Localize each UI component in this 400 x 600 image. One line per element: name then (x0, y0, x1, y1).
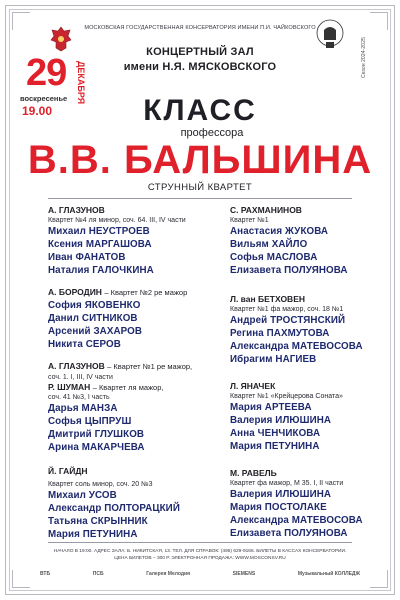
performer-name: Ксения МАРГАШОВА (48, 238, 152, 250)
performer-name: Андрей ТРОСТЯНСКИЙ (230, 314, 346, 326)
performer-name: Арсений ЗАХАРОВ (48, 325, 143, 337)
work-title: Квартет фа мажор, М 35. I, II части (230, 479, 344, 487)
sponsor-logo: Музыкальный КОЛЛЕДЖ (297, 571, 360, 577)
performer-name: Мария АРТЕЕВА (230, 401, 312, 413)
professor-name: В.В. БАЛЬШИНА (27, 138, 373, 182)
performer-name: Дарья МАНЗА (48, 403, 118, 414)
program-item (48, 466, 180, 541)
concert-time: 19.00 (22, 104, 53, 118)
performer-name: Данил СИТНИКОВ (48, 312, 138, 324)
performer-name: Никита СЕРОВ (48, 338, 121, 350)
performer-name: Наталия ГАЛОЧКИНА (48, 264, 154, 276)
work-title: – Квартет №1 ре мажор, (107, 362, 193, 371)
hall-title: КОНЦЕРТНЫЙ ЗАЛ (146, 46, 254, 58)
program-item (230, 205, 348, 277)
performer-name: Софья ЦЫПРУШ (48, 416, 132, 427)
performer-name: София ЯКОВЕНКО (48, 299, 141, 311)
sponsor-logos (40, 567, 360, 581)
performer-name: Мария ПЕТУНИНА (48, 528, 138, 540)
season-label: Сезон 2024-2025 (361, 37, 367, 79)
performer-name: Александр ПОЛТОРАЦКИЙ (48, 502, 180, 514)
composer-name: С. РАХМАНИНОВ (230, 205, 302, 215)
work-title: соч. 41 №3, I часть (48, 394, 110, 401)
program-item (230, 381, 343, 453)
composer-name: А. БОРОДИН (48, 287, 102, 297)
performer-name: Александра МАТЕВОСОВА (230, 340, 363, 352)
composer-name: Л. ван БЕТХОВЕН (230, 294, 306, 304)
composer-name: А. ГЛАЗУНОВ (48, 361, 105, 371)
ensemble-type: СТРУННЫЙ КВАРТЕТ (147, 182, 253, 193)
sponsor-logo: ВТБ (40, 571, 51, 577)
work-title: соч. 1. I, III, IV части (48, 373, 113, 381)
performer-name: Валерия ИЛЮШИНА (230, 414, 332, 426)
composer-name: А. ГЛАЗУНОВ (48, 205, 105, 215)
performer-name: Валерия ИЛЮШИНА (230, 488, 332, 500)
program-item (230, 468, 363, 540)
performer-name: Александра МАТЕВОСОВА (230, 514, 363, 526)
performer-name: Арина МАКАРЧЕВА (48, 442, 145, 453)
program-item (48, 361, 192, 454)
work-title: Квартет №1 (230, 216, 269, 224)
corner-ornament (12, 570, 30, 588)
work-title: Квартет №1 «Крейцерова Соната» (230, 392, 343, 400)
hall-subtitle: имени Н.Я. МЯСКОВСКОГО (123, 61, 277, 73)
footer-tickets: ЦЕНА БИЛЕТОВ – 300 Р. ЭЛЕКТРОННАЯ ПРОДАЖА: WWW.MOSCONSV.RU (114, 556, 286, 561)
performer-name: Софья МАСЛОВА (230, 251, 318, 263)
performer-name: Анна ЧЕНЧИКОВА (230, 427, 321, 439)
work-title: – Квартет №2 ре мажор (104, 288, 188, 297)
class-heading: КЛАСС (143, 94, 257, 127)
performer-name: Елизавета ПОЛУЯНОВА (230, 527, 348, 539)
composer-name: Й. ГАЙДН (48, 466, 88, 476)
performer-name: Михаил УСОВ (48, 489, 117, 501)
work-title: Квартет №4 ля минор, соч. 64. III, IV части (48, 216, 186, 224)
performer-name: Татьяна СКРЫННИК (48, 515, 148, 527)
performer-name: Анастасия ЖУКОВА (230, 225, 329, 237)
work-title: Квартет №1 фа мажор, соч. 18 №1 (230, 305, 344, 313)
concert-day: 29 (26, 52, 67, 94)
work-title: Квартет соль минор, соч. 20 №3 (48, 480, 153, 488)
sponsor-logo: ПСБ (92, 571, 104, 577)
program-item (230, 294, 363, 366)
performer-name: Ибрагим НАГИЕВ (230, 353, 317, 365)
corner-ornament (370, 570, 388, 588)
sponsor-logo: Галерея Мелодия (146, 571, 190, 577)
footer-info: НАЧАЛО В 19:00. АДРЕС ЗАЛА: Б. НИКИТСКАЯ, 13. ТЕЛ. ДЛЯ СПРАВОК: (495) 629-9166. БИЛЕТЫ В КАССАХ КОНСЕРВАТОРИИ. (53, 549, 347, 554)
composer-name: Р. ШУМАН (48, 381, 91, 392)
divider (48, 198, 352, 199)
performer-name: Иван ФАНАТОВ (48, 251, 126, 263)
professor-label: профессора (180, 127, 244, 139)
composer-name: М. РАВЕЛЬ (230, 468, 277, 478)
program-item (48, 287, 187, 351)
concert-weekday: воскресенье (20, 94, 68, 103)
performer-name: Регина ПАХМУТОВА (230, 327, 330, 339)
conservatory-name: МОСКОВСКАЯ ГОСУДАРСТВЕННАЯ КОНСЕРВАТОРИЯ ИМЕНИ П.И. ЧАЙКОВСКОГО (84, 25, 316, 31)
composer-name: Л. ЯНАЧЕК (230, 381, 276, 391)
performer-name: Дмитрий ГЛУШКОВ (48, 429, 145, 440)
performer-name: Мария ПОСТОЛАКЕ (230, 501, 327, 513)
performer-name: Елизавета ПОЛУЯНОВА (230, 264, 348, 276)
performer-name: Вильям ХАЙЛО (230, 238, 308, 250)
program-item (48, 205, 186, 277)
concert-month: ДЕКАБРЯ (76, 61, 86, 105)
performer-name: Мария ПЕТУНИНА (230, 440, 320, 452)
divider (48, 542, 352, 543)
sponsor-logo: SIEMENS (232, 571, 256, 577)
performer-name: Михаил НЕУСТРОЕВ (48, 225, 150, 237)
work-title: – Квартет ля мажор, (92, 382, 164, 392)
